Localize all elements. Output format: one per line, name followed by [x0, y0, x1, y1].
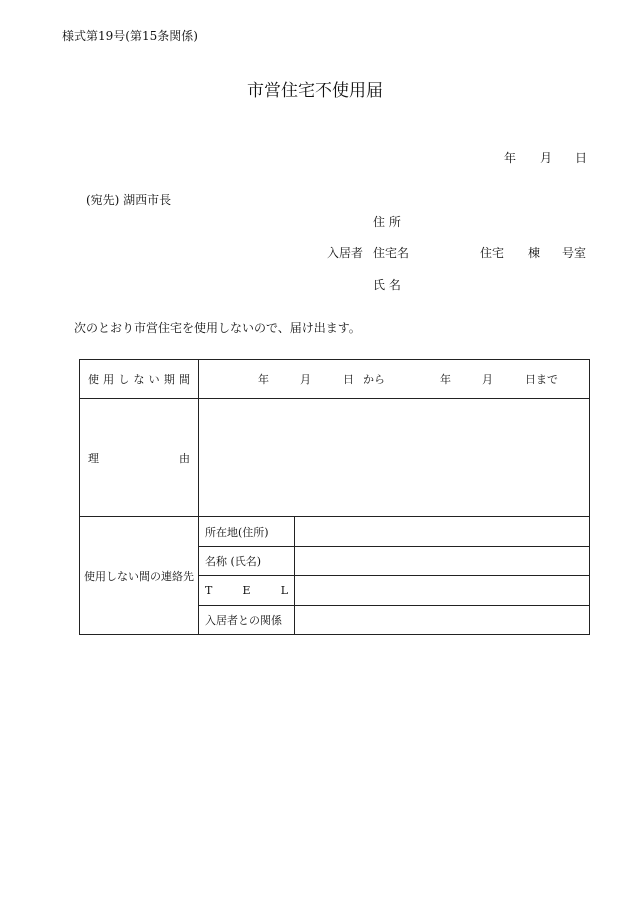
period-field[interactable] [199, 360, 590, 399]
period-row [80, 360, 590, 399]
reason-label-right: 由 [179, 451, 190, 465]
building-suffix: 棟 [528, 246, 541, 260]
contact-tel-label [199, 576, 295, 606]
from-year-label: 年 [258, 373, 269, 386]
contact-location-label: 所在地(住所) [199, 517, 295, 547]
addressee: (宛先) 湖西市長 [86, 193, 172, 207]
non-use-form-table [79, 359, 590, 635]
statement: 次のとおり市営住宅を使用しないので、届け出ます。 [74, 321, 361, 335]
from-label: から [363, 373, 385, 386]
period-label: 使用しない期間 [80, 360, 199, 399]
date-month-label: 月 [540, 151, 553, 165]
contact-name-label: 名称 (氏名) [199, 547, 295, 576]
contact-relation-field[interactable] [295, 606, 590, 635]
contact-name-field[interactable] [295, 547, 590, 576]
contact-label: 使用しない間の連絡先 [80, 517, 199, 635]
from-month-label: 月 [300, 373, 311, 386]
housing-suffix: 住宅 [480, 246, 505, 260]
from-day-label: 日 [343, 373, 354, 386]
to-day-label: 日まで [525, 373, 558, 386]
reason-field[interactable] [199, 399, 590, 517]
applicant-address-label: 住 所 [373, 215, 401, 229]
tel-letter: L [280, 584, 288, 597]
contact-location-row [80, 517, 590, 547]
to-month-label: 月 [482, 373, 493, 386]
date-year-label: 年 [504, 151, 517, 165]
contact-location-field[interactable] [295, 517, 590, 547]
tel-letter: E [242, 584, 251, 597]
form-number: 様式第19号(第15条関係) [62, 29, 198, 43]
housing-name-label: 住宅名 [373, 246, 410, 260]
to-year-label: 年 [440, 373, 451, 386]
page-title: 市営住宅不使用届 [247, 81, 383, 101]
room-suffix: 号室 [562, 246, 587, 260]
reason-label-left: 理 [88, 451, 99, 465]
reason-row [80, 399, 590, 517]
date-day-label: 日 [575, 151, 588, 165]
applicant-name-label: 氏 名 [373, 278, 401, 292]
contact-relation-label: 入居者との関係 [199, 606, 295, 635]
contact-tel-field[interactable] [295, 576, 590, 606]
tel-letter: T [205, 584, 213, 597]
resident-label: 入居者 [327, 246, 364, 260]
reason-label [80, 399, 199, 517]
